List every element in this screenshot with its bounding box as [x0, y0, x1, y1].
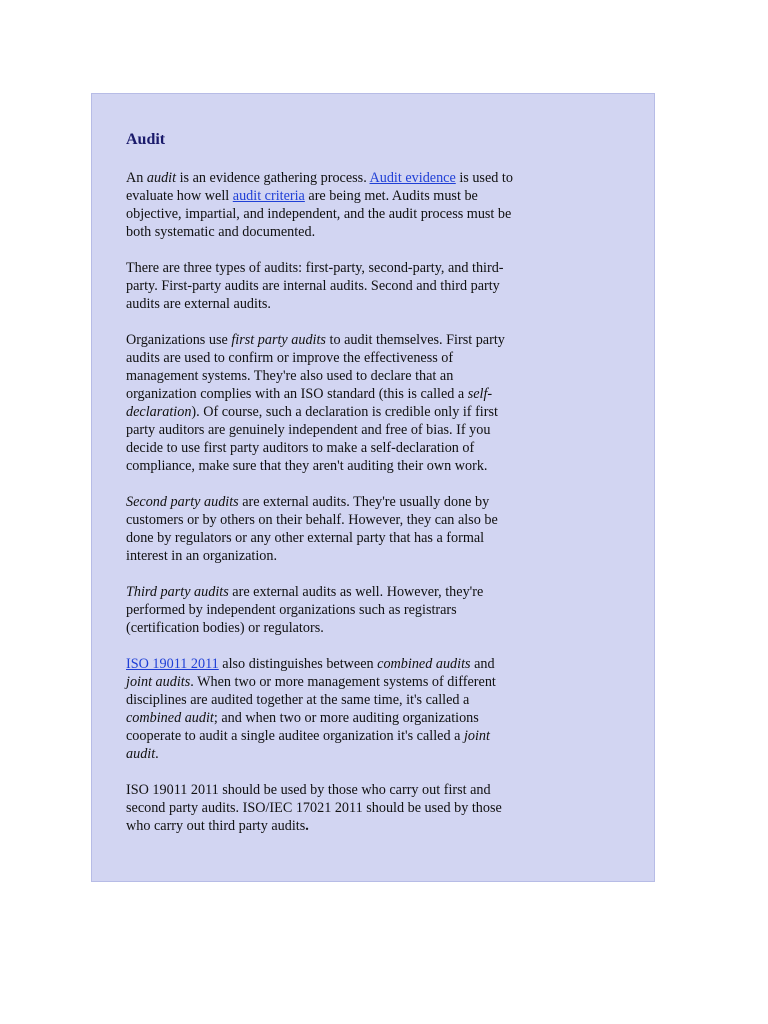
- audit-criteria-link[interactable]: audit criteria: [232, 188, 305, 204]
- emphasis-third-party-audits: Third party audits: [126, 584, 229, 600]
- iso-19011-link[interactable]: ISO 19011 2011: [126, 656, 219, 672]
- emphasis-first-party-audits: first party audits: [231, 332, 326, 348]
- text: is an evidence gathering process.: [176, 170, 370, 186]
- audit-evidence-link[interactable]: Audit evidence: [369, 170, 456, 186]
- text: Organizations use: [126, 332, 232, 348]
- paragraph-third-party: [126, 583, 516, 637]
- text: There are three types of audits: first-party, second-party, and third-party. First-party audits are internal audits. Second and third party audits are external audits.: [126, 260, 504, 312]
- text: also distinguishes between: [218, 656, 378, 672]
- emphasis-joint-audit: joint audit: [126, 728, 490, 762]
- paragraph-second-party: [126, 493, 516, 565]
- emphasis-self-declaration: self-declaration: [126, 386, 493, 420]
- text: and: [470, 656, 495, 672]
- emphasis-combined-audit: combined audit: [126, 710, 214, 726]
- emphasis-second-party-audits: Second party audits: [126, 494, 239, 510]
- text: ). Of course, such a declaration is credible only if first party auditors are genuinely independent and free of bias. If you decide to use first party auditors to make a self-declaration of compliance, make sure that they aren't auditing their own work.: [126, 404, 498, 474]
- emphasis-joint-audits: joint audits: [126, 674, 191, 690]
- text: to audit themselves. First party audits are used to confirm or improve the effectiveness of management systems. They're also used to declare that an organization complies with an ISO standard (this is called a: [126, 332, 505, 402]
- article-body: [126, 130, 516, 853]
- content-card: [91, 93, 655, 882]
- text: . When two or more management systems of different disciplines are audited together at the same time, it's called a: [126, 674, 496, 708]
- text: .: [155, 746, 159, 762]
- paragraph-combined-joint: [126, 655, 516, 763]
- text: are external audits. They're usually done by customers or by others on their behalf. However, they can also be done by regulators or any other external party that has a formal interest in an organization.: [126, 494, 498, 564]
- text: An: [126, 170, 147, 186]
- emphasis-combined-audits: combined audits: [377, 656, 471, 672]
- paragraph-audit-definition: [126, 169, 516, 241]
- paragraph-first-party: [126, 331, 516, 475]
- paragraph-standards-usage: [126, 781, 516, 835]
- text: .: [305, 818, 309, 834]
- text: is used to evaluate how well: [126, 170, 513, 204]
- text: ISO 19011 2011 should be used by those who carry out first and second party audits. ISO/IEC 17021 2011 should be used by those who carry out third party audits: [126, 782, 502, 834]
- text: are being met. Audits must be objective, impartial, and independent, and the audit process must be both systematic and documented.: [126, 188, 512, 240]
- page-title: Audit: [126, 131, 166, 148]
- emphasis-audit: audit: [146, 170, 177, 186]
- paragraph-audit-types: [126, 259, 516, 313]
- text: ; and when two or more auditing organizations cooperate to audit a single auditee organization it's called a: [126, 710, 479, 744]
- text: are external audits as well. However, they're performed by independent organizations such as registrars (certification bodies) or regulators.: [126, 584, 484, 636]
